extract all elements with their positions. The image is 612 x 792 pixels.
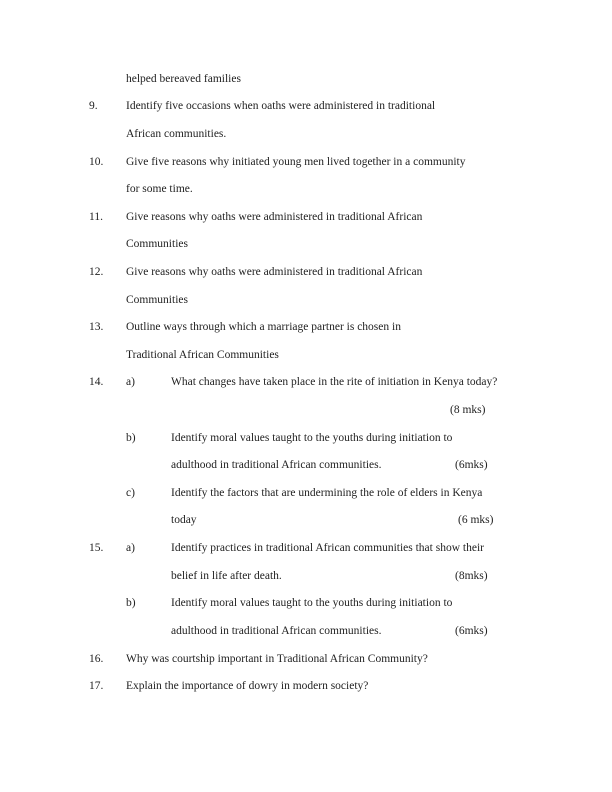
continuation-text: helped bereaved families	[126, 73, 241, 85]
question-number: 10.	[89, 156, 104, 168]
question-number: 16.	[89, 653, 104, 665]
part-label: a)	[126, 376, 135, 388]
part-text: adulthood in traditional African communities.	[171, 459, 382, 471]
question-text: Communities	[126, 238, 188, 250]
part-label: b)	[126, 597, 136, 609]
question-text: Outline ways through which a marriage partner is chosen in	[126, 321, 401, 333]
marks-label: (6mks)	[455, 625, 488, 637]
question-number: 17.	[89, 680, 104, 692]
part-label: c)	[126, 487, 135, 499]
question-number: 12.	[89, 266, 104, 278]
part-text: Identify practices in traditional African communities that show their	[171, 542, 484, 554]
question-number: 11.	[89, 211, 103, 223]
marks-label: (8 mks)	[450, 404, 486, 416]
question-text: Give reasons why oaths were administered in traditional African	[126, 211, 423, 223]
question-text: for some time.	[126, 183, 193, 195]
question-text: Give reasons why oaths were administered in traditional African	[126, 266, 423, 278]
part-label: b)	[126, 432, 136, 444]
part-text: today	[171, 514, 197, 526]
marks-label: (6mks)	[455, 459, 488, 471]
part-label: a)	[126, 542, 135, 554]
part-text: What changes have taken place in the rite of initiation in Kenya today?	[171, 376, 498, 388]
part-text: Identify moral values taught to the youths during initiation to	[171, 432, 453, 444]
question-text: Explain the importance of dowry in modern society?	[126, 680, 369, 692]
question-number: 15.	[89, 542, 104, 554]
question-text: Why was courtship important in Traditional African Community?	[126, 653, 428, 665]
part-text: Identify the factors that are undermining the role of elders in Kenya	[171, 487, 483, 499]
part-text: adulthood in traditional African communities.	[171, 625, 382, 637]
question-text: Identify five occasions when oaths were administered in traditional	[126, 100, 436, 112]
question-number: 14.	[89, 376, 104, 388]
part-text: Identify moral values taught to the youths during initiation to	[171, 597, 453, 609]
question-text: African communities.	[126, 128, 227, 140]
marks-label: (6 mks)	[458, 514, 494, 526]
part-text: belief in life after death.	[171, 570, 282, 582]
marks-label: (8mks)	[455, 570, 488, 582]
question-text: Traditional African Communities	[126, 349, 279, 361]
question-number: 13.	[89, 321, 104, 333]
question-text: Communities	[126, 294, 188, 306]
question-text: Give five reasons why initiated young men lived together in a community	[126, 156, 466, 168]
question-number: 9.	[89, 100, 98, 112]
